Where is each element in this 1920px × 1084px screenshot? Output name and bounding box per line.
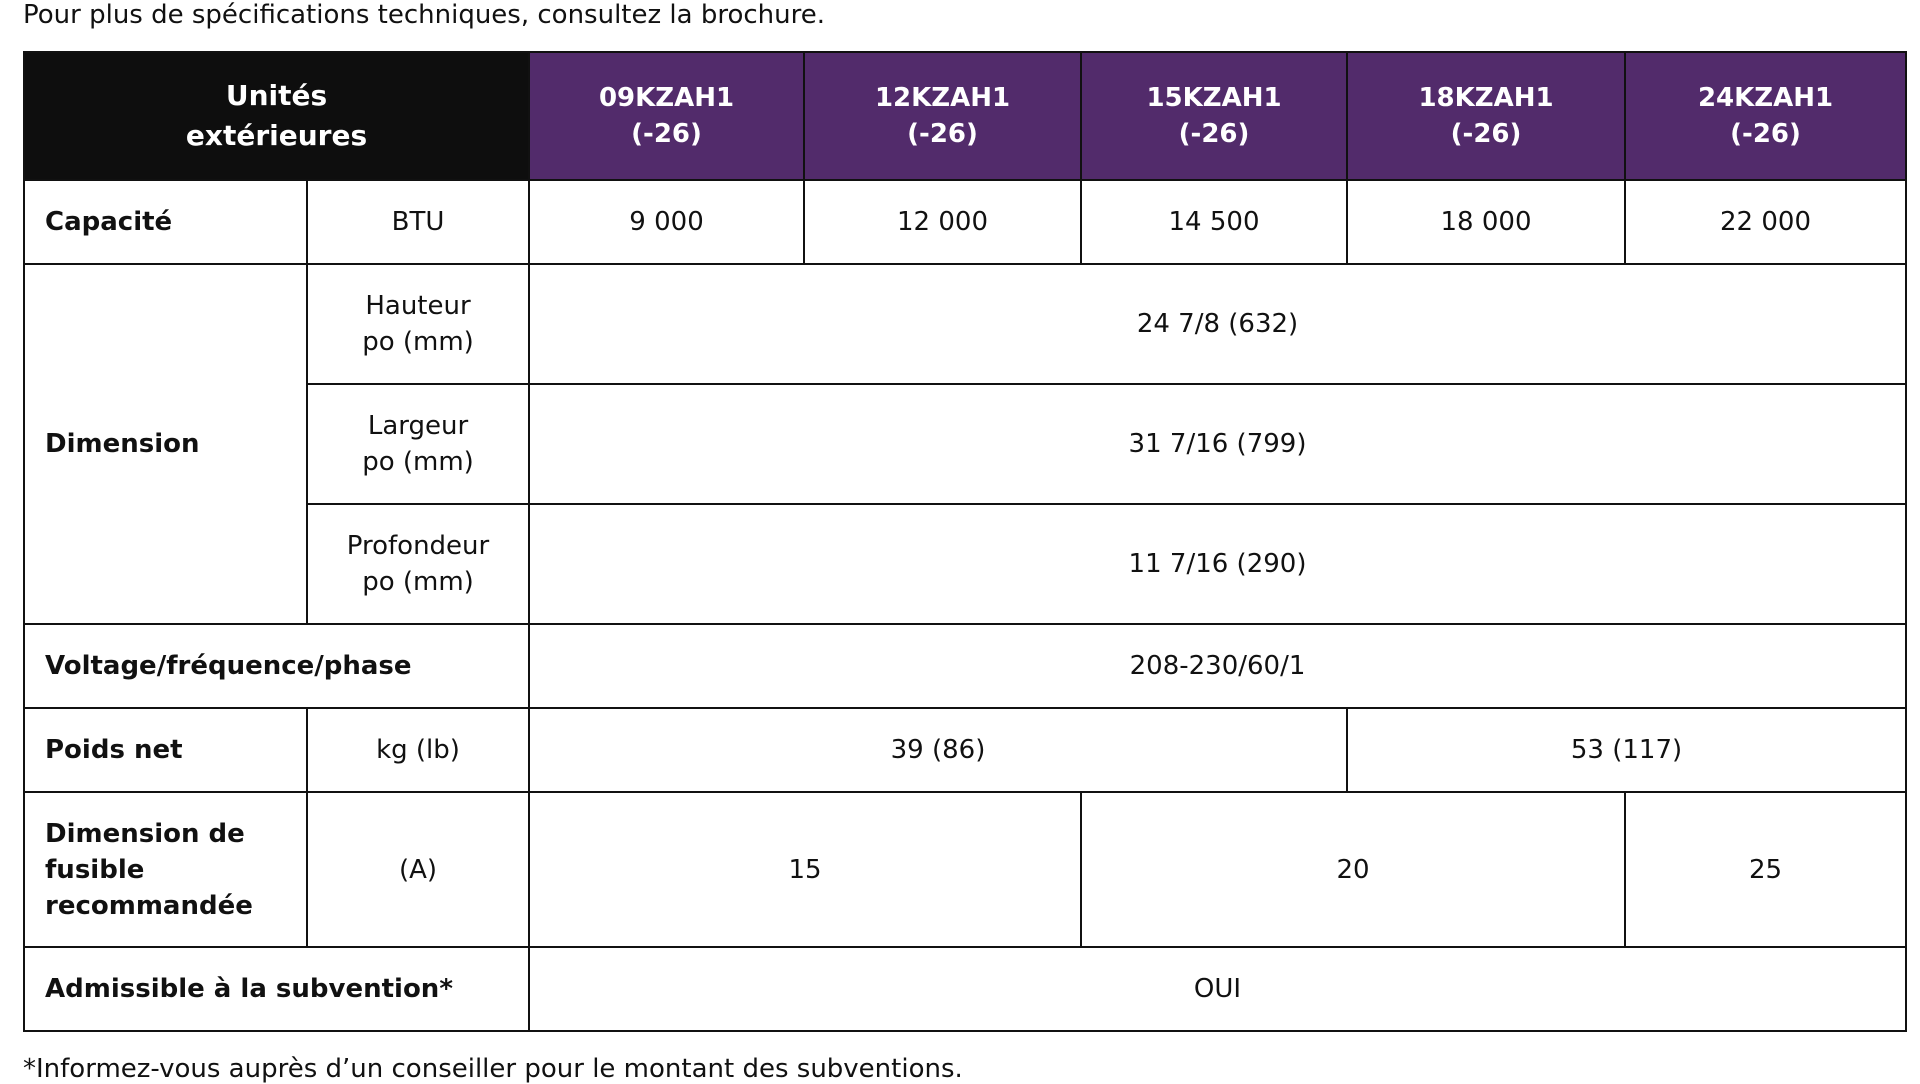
fuse-row [24,792,1906,947]
model-suffix: (-26) [1450,119,1522,149]
header-model-18kzah1 [1347,52,1625,180]
dimension-label: Dimension [24,264,307,624]
model-suffix: (-26) [1730,119,1801,149]
capacity-unit: BTU [307,180,529,264]
fuse-value: 25 [1625,792,1906,947]
net-weight-value: 39 (86) [529,708,1347,792]
header-outdoor-units-line2: extérieures [185,119,368,152]
voltage-value: 208-230/60/1 [529,624,1906,708]
voltage-row [24,624,1906,708]
dimension-height-value: 24 7/8 (632) [529,264,1906,384]
header-model-09kzah1 [529,52,804,180]
fuse-label-line: recommandée [45,890,253,921]
header-model-12kzah1 [804,52,1081,180]
model-name: 24KZAH1 [1697,83,1834,113]
model-name: 12KZAH1 [874,83,1011,113]
net-weight-row [24,708,1906,792]
intro-text: Pour plus de spécifications techniques, consultez la brochure. [23,0,825,30]
dimension-unit: po (mm) [362,447,474,477]
capacity-value: 22 000 [1625,180,1906,264]
dimension-name: Profondeur [346,531,490,561]
model-suffix: (-26) [631,119,702,149]
subsidy-label: Admissible à la subvention* [24,947,529,1031]
model-name: 18KZAH1 [1418,83,1554,113]
header-model-15kzah1 [1081,52,1347,180]
net-weight-value: 53 (117) [1347,708,1906,792]
fuse-value: 20 [1081,792,1625,947]
dimension-depth-unit [307,504,529,624]
dimension-unit: po (mm) [362,327,474,357]
fuse-label-line: fusible [45,854,145,885]
capacity-row [24,180,1906,264]
footnote: *Informez-vous auprès d’un conseiller pour le montant des subventions. [23,1054,963,1084]
header-row [24,52,1906,180]
capacity-value: 18 000 [1347,180,1625,264]
fuse-label [24,792,307,947]
net-weight-label: Poids net [24,708,307,792]
header-model-24kzah1 [1625,52,1906,180]
specifications-table [23,51,1907,1032]
capacity-value: 9 000 [529,180,804,264]
model-suffix: (-26) [1178,119,1250,149]
subsidy-row [24,947,1906,1031]
dimension-depth-value: 11 7/16 (290) [529,504,1906,624]
fuse-unit: (A) [307,792,529,947]
fuse-value: 15 [529,792,1081,947]
voltage-label: Voltage/fréquence/phase [24,624,529,708]
capacity-value: 12 000 [804,180,1081,264]
net-weight-unit: kg (lb) [307,708,529,792]
capacity-label: Capacité [24,180,307,264]
dimension-width-unit [307,384,529,504]
dimension-depth-row [24,504,1906,624]
model-name: 09KZAH1 [598,83,735,113]
dimension-width-row [24,384,1906,504]
dimension-name: Hauteur [365,291,471,321]
dimension-height-unit [307,264,529,384]
dimension-name: Largeur [367,411,469,441]
fuse-label-line: Dimension de [45,818,245,849]
model-suffix: (-26) [907,119,978,149]
dimension-height-row [24,264,1906,384]
capacity-value: 14 500 [1081,180,1347,264]
model-name: 15KZAH1 [1146,83,1282,113]
header-outdoor-units [24,52,529,180]
header-outdoor-units-line1: Unités [225,79,328,112]
subsidy-value: OUI [529,947,1906,1031]
dimension-unit: po (mm) [362,567,474,597]
dimension-width-value: 31 7/16 (799) [529,384,1906,504]
